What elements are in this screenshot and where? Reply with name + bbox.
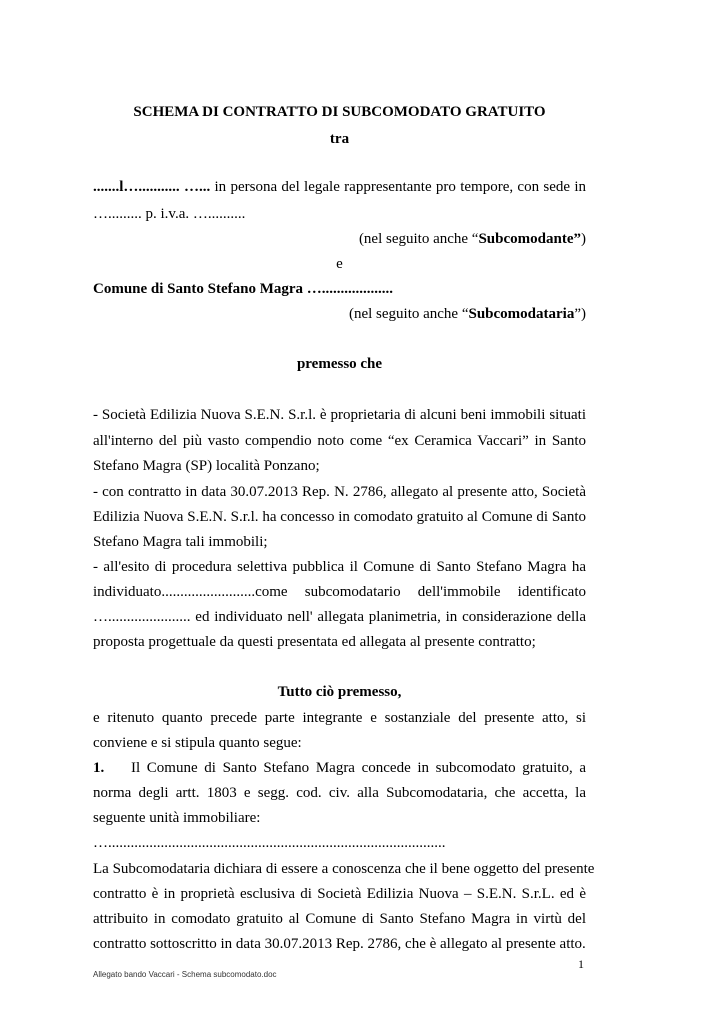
premise-line: Edilizia Nuova S.E.N. S.r.l. ha concesso in comodato gratuito al Comune di Santo — [93, 509, 586, 525]
body-line: e ritenuto quanto precede parte integrante e sostanziale del presente atto, si — [93, 710, 586, 726]
premise-line: - con contratto in data 30.07.2013 Rep. N. 2786, allegato al presente atto, Società — [93, 484, 586, 500]
article-1-line1 — [93, 759, 586, 777]
premise-line: Stefano Magra tali immobili; — [93, 534, 268, 550]
party1-line2: …......... p. i.v.a. ….......... — [93, 206, 246, 222]
party1-line1-rest: in persona del legale rappresentante pro tempore, con sede in — [210, 179, 586, 195]
footer-filename: Allegato bando Vaccari - Schema subcomodato.doc — [93, 970, 277, 979]
article-1-line: contratto sottoscritto in data 30.07.2013 Rep. 2786, che è allegato al presente atto. — [93, 936, 586, 952]
party1-name: .......l…........... …... — [93, 179, 211, 195]
premise-line: individuato.........................come subcomodatario dell'immobile identificato — [93, 584, 586, 600]
party1-line1 — [93, 178, 586, 196]
body-line: conviene e si stipula quanto segue: — [93, 735, 302, 751]
premesso-heading: premesso che — [296, 356, 383, 372]
premise-line: …...................... ed individuato nell' allegata planimetria, in considerazione della — [93, 609, 586, 625]
party2-alias-name: Subcomodataria — [468, 306, 575, 322]
party2-alias-suffix: ”) — [574, 306, 586, 322]
article-1-line: contratto è in proprietà esclusiva di Società Edilizia Nuova – S.E.N. S.r.L. ed è — [93, 886, 586, 902]
article-1-line: norma degli artt. 1803 e segg. cod. civ. alla Subcomodataria, che accetta, la — [93, 785, 586, 801]
article-1-text: Il Comune di Santo Stefano Magra concede in subcomodato gratuito, a — [131, 760, 586, 776]
tutto-heading: Tutto ciò premesso, — [277, 684, 402, 700]
party1-alias — [93, 230, 586, 248]
party2-alias-prefix: (nel seguito anche “ — [348, 306, 469, 322]
party1-alias-suffix: ) — [581, 231, 586, 247]
party1-alias-prefix: (nel seguito anche “ — [358, 231, 479, 247]
article-1-line: seguente unità immobiliare: — [93, 810, 261, 826]
page-number: 1 — [578, 957, 584, 971]
document-title: SCHEMA DI CONTRATTO DI SUBCOMODATO GRATUITO — [133, 104, 546, 120]
article-1-line: ….......................................................................................... — [93, 835, 446, 851]
article-1-number: 1. — [93, 760, 105, 776]
premise-line: - Società Edilizia Nuova S.E.N. S.r.l. è proprietaria di alcuni beni immobili situati — [93, 407, 586, 423]
e-label: e — [336, 256, 343, 272]
party1-alias-name: Subcomodante” — [478, 231, 581, 247]
tra-label: tra — [329, 131, 350, 147]
premise-line: proposta progettuale da questi presentata ed allegata al presente contratto; — [93, 634, 536, 650]
article-1-line: La Subcomodataria dichiara di essere a conoscenza che il bene oggetto del presente — [93, 861, 595, 877]
party2-name: Comune di Santo Stefano Magra …................... — [93, 281, 394, 297]
premise-line: Stefano Magra (SP) località Ponzano; — [93, 458, 320, 474]
party2-alias — [93, 305, 586, 323]
premise-line: all'interno del più vasto compendio noto come “ex Ceramica Vaccari” in Santo — [93, 433, 586, 449]
article-1-line: attribuito in comodato gratuito al Comune di Santo Stefano Magra in virtù del — [93, 911, 586, 927]
premise-line: - all'esito di procedura selettiva pubblica il Comune di Santo Stefano Magra ha — [93, 559, 586, 575]
